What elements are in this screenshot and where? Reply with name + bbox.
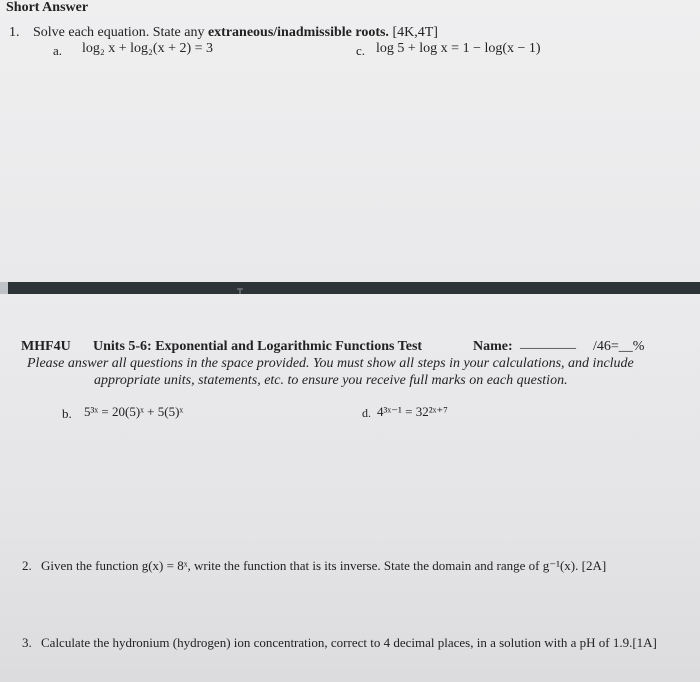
test-title: Units 5-6: Exponential and Logarithmic Functions Test <box>93 339 423 354</box>
instructions-line-2: appropriate units, statements, etc. to ensure you receive full marks on each question. <box>94 373 568 388</box>
question-2 <box>22 558 606 574</box>
question-3-text: Calculate the hydronium (hydrogen) ion concentration, correct to 4 decimal places, in a solution with a pH of 1.9.[1A] <box>41 635 657 650</box>
question-1-bold-text: extraneous/inadmissible roots. <box>207 25 389 40</box>
part-d-equation: 4³ˣ⁻¹ = 32²ˣ⁺⁷ <box>377 404 448 419</box>
question-2-number: 2. <box>22 558 32 573</box>
part-d-label: d. <box>362 406 371 420</box>
section-title: Short Answer <box>6 0 89 15</box>
question-1 <box>9 25 438 41</box>
question-3 <box>22 635 657 651</box>
question-1-marks: [4K,4T] <box>392 25 438 40</box>
question-3-number: 3. <box>22 635 32 650</box>
part-b-equation: 5³ˣ = 20(5)ˣ + 5(5)ˣ <box>84 404 184 419</box>
part-a-label: a. <box>53 43 63 58</box>
part-b-label: b. <box>62 406 72 421</box>
worksheet-page-top <box>0 0 700 282</box>
part-a-equation: log₂ x + log₂(x + 2) = 3 <box>82 41 214 56</box>
name-blank: ________ <box>520 336 576 351</box>
name-label: Name: <box>473 339 513 354</box>
question-2-text: Given the function g(x) = 8ˣ, write the function that is its inverse. State the domain and range of g⁻¹(x). [2A] <box>41 558 607 573</box>
page-edge <box>0 282 8 294</box>
part-c-equation: log 5 + log x = 1 − log(x − 1) <box>376 41 541 56</box>
worksheet-page-bottom <box>0 294 700 682</box>
question-1-number: 1. <box>9 25 20 40</box>
course-code: MHF4U <box>21 339 71 354</box>
question-1-text: Solve each equation. State any <box>33 25 208 40</box>
part-c-label: c. <box>356 43 366 58</box>
instructions-line-1: Please answer all questions in the space provided. You must show all steps in your calculations, and include <box>27 356 634 371</box>
score-field: /46=__% <box>593 339 645 354</box>
